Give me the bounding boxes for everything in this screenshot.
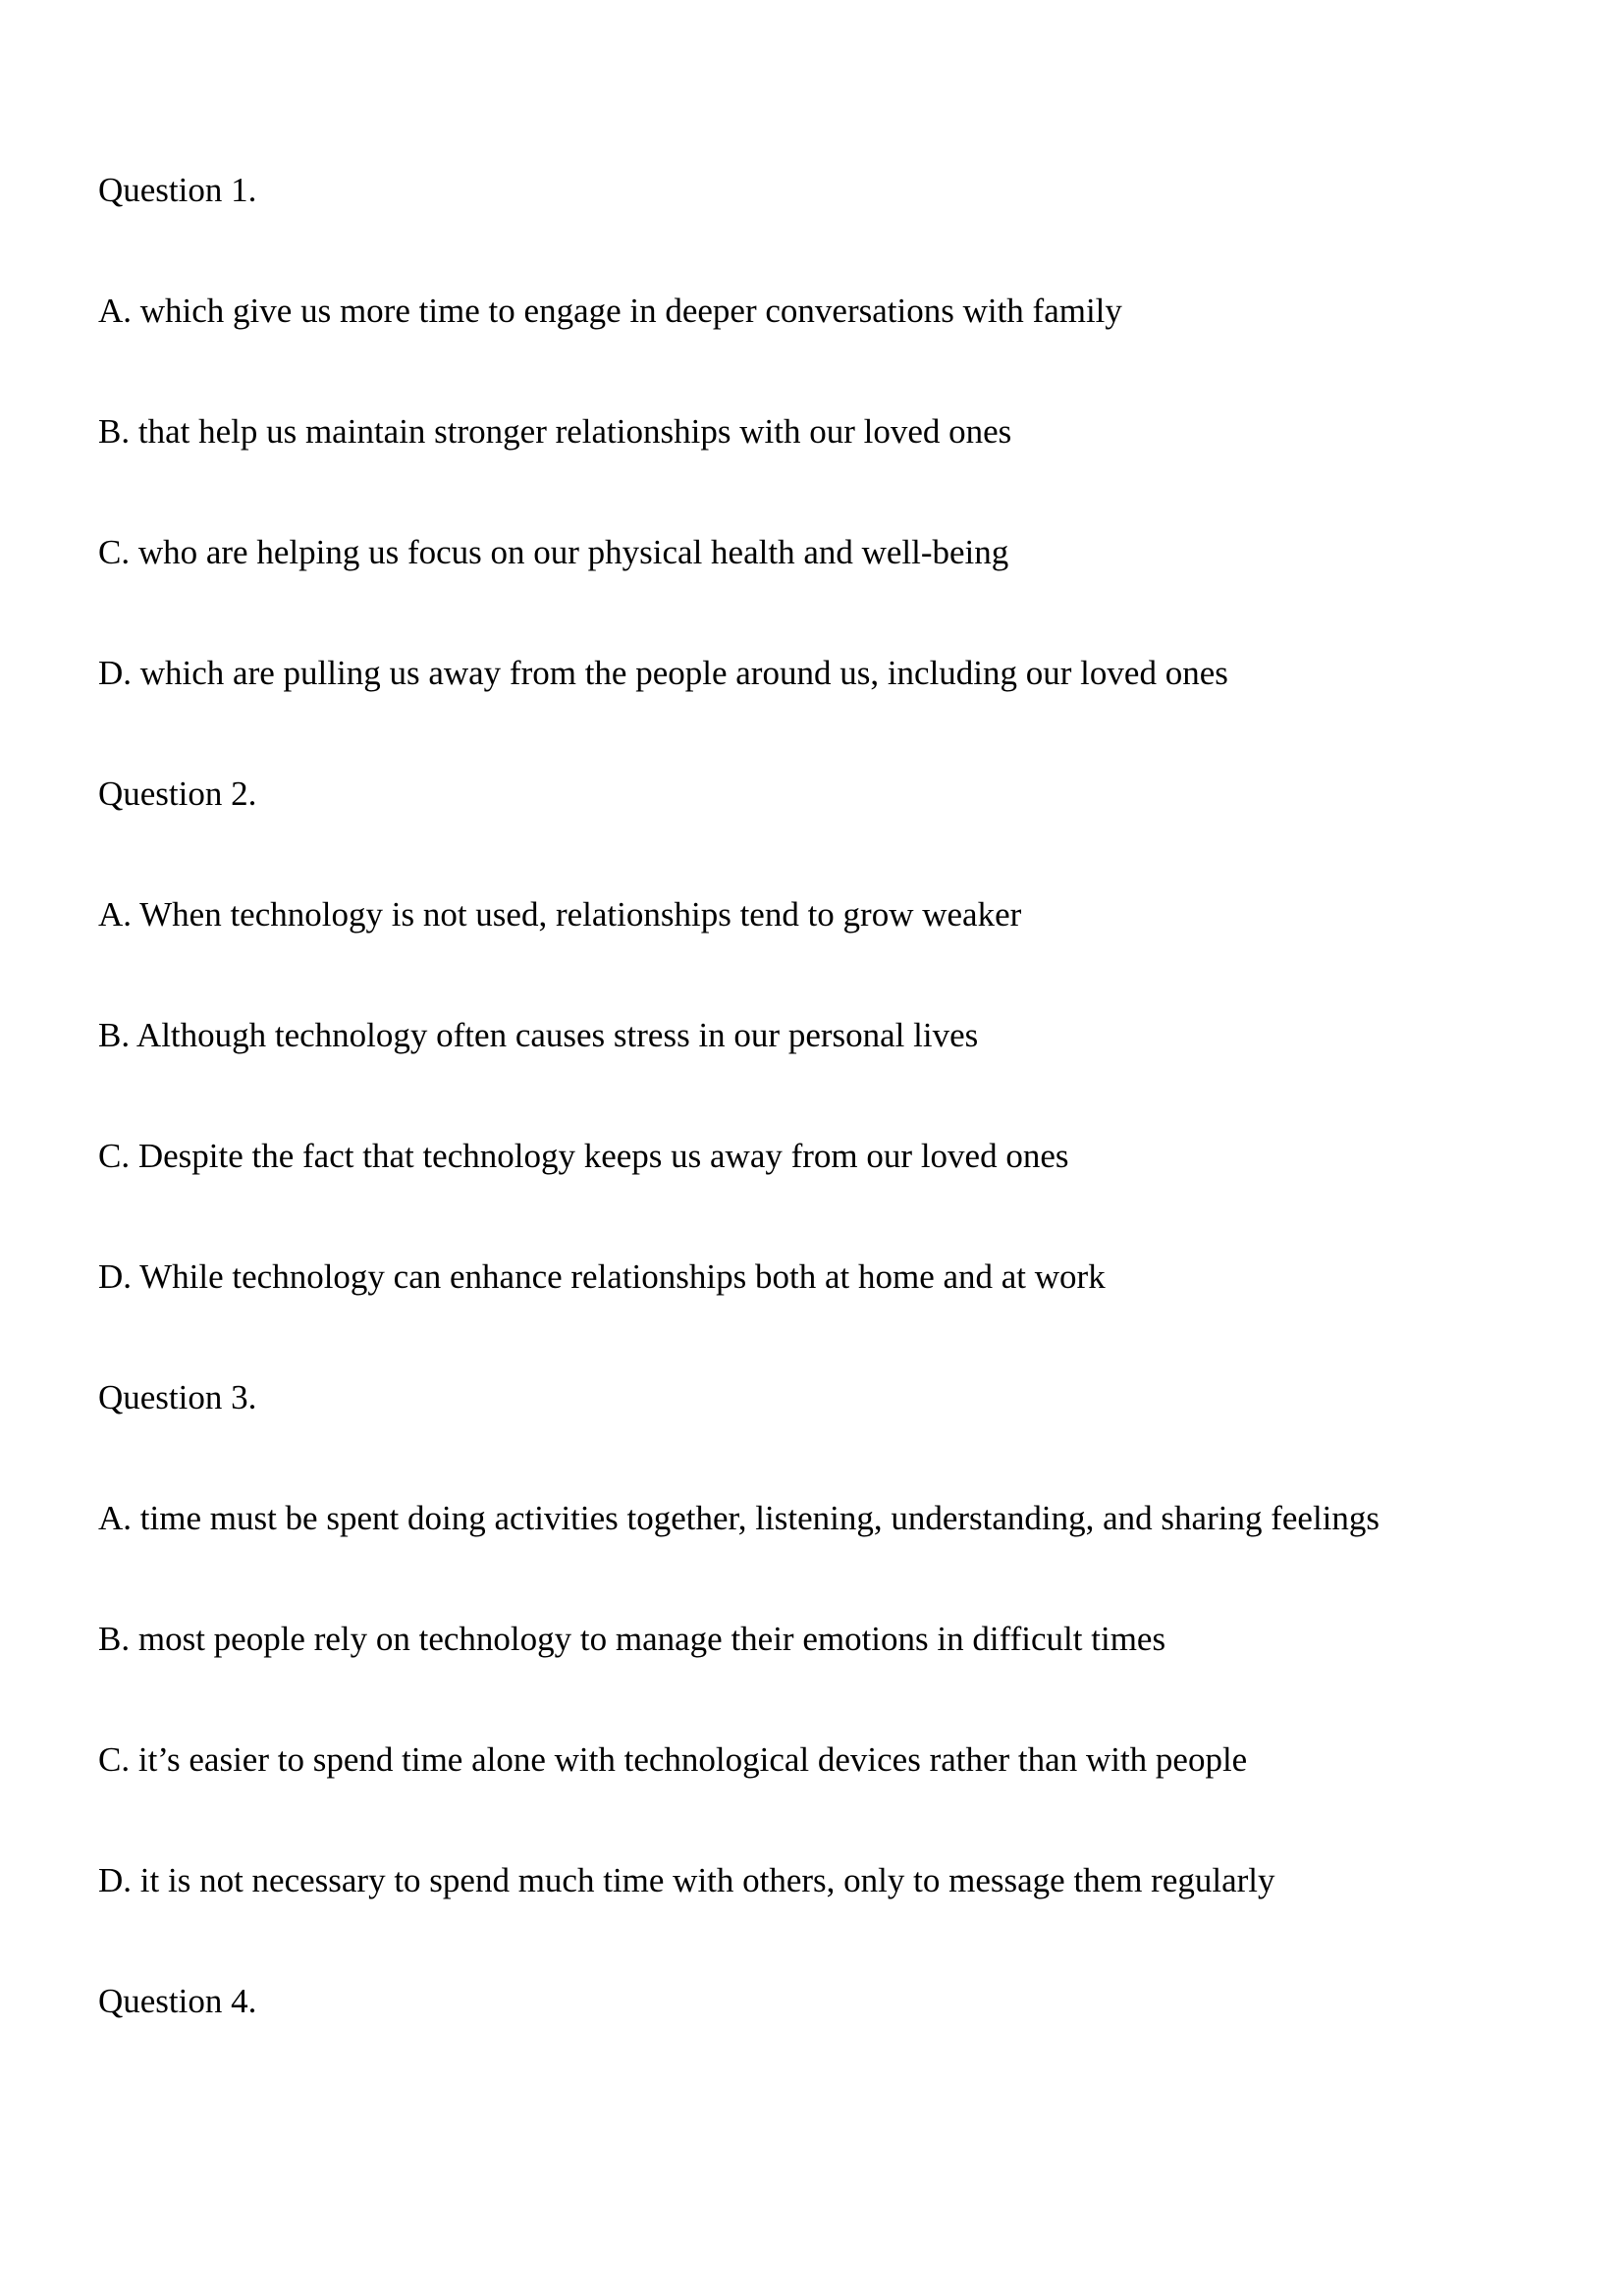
question-1-option-a: A. which give us more time to engage in deeper conversations with family [98,292,1122,330]
question-2-option-d: D. While technology can enhance relationships both at home and at work [98,1257,1106,1296]
question-2-heading: Question 2. [98,774,257,813]
question-2-option-b: B. Although technology often causes stress in our personal lives [98,1016,979,1054]
question-1-heading: Question 1. [98,171,257,209]
question-3-option-d: D. it is not necessary to spend much time with others, only to message them regularly [98,1861,1275,1899]
question-4-heading: Question 4. [98,1982,257,2020]
question-3-option-b: B. most people rely on technology to manage their emotions in difficult times [98,1620,1166,1658]
question-1-option-d: D. which are pulling us away from the people around us, including our loved ones [98,654,1228,692]
question-2-option-c: C. Despite the fact that technology keeps us away from our loved ones [98,1137,1069,1175]
question-3-heading: Question 3. [98,1378,257,1416]
question-3-option-a: A. time must be spent doing activities together, listening, understanding, and sharing feelings [98,1499,1380,1537]
question-2-option-a: A. When technology is not used, relationships tend to grow weaker [98,895,1022,934]
question-1-option-c: C. who are helping us focus on our physical health and well-being [98,533,1009,571]
question-3-option-c: C. it’s easier to spend time alone with technological devices rather than with people [98,1740,1248,1779]
question-1-option-b: B. that help us maintain stronger relationships with our loved ones [98,412,1012,451]
